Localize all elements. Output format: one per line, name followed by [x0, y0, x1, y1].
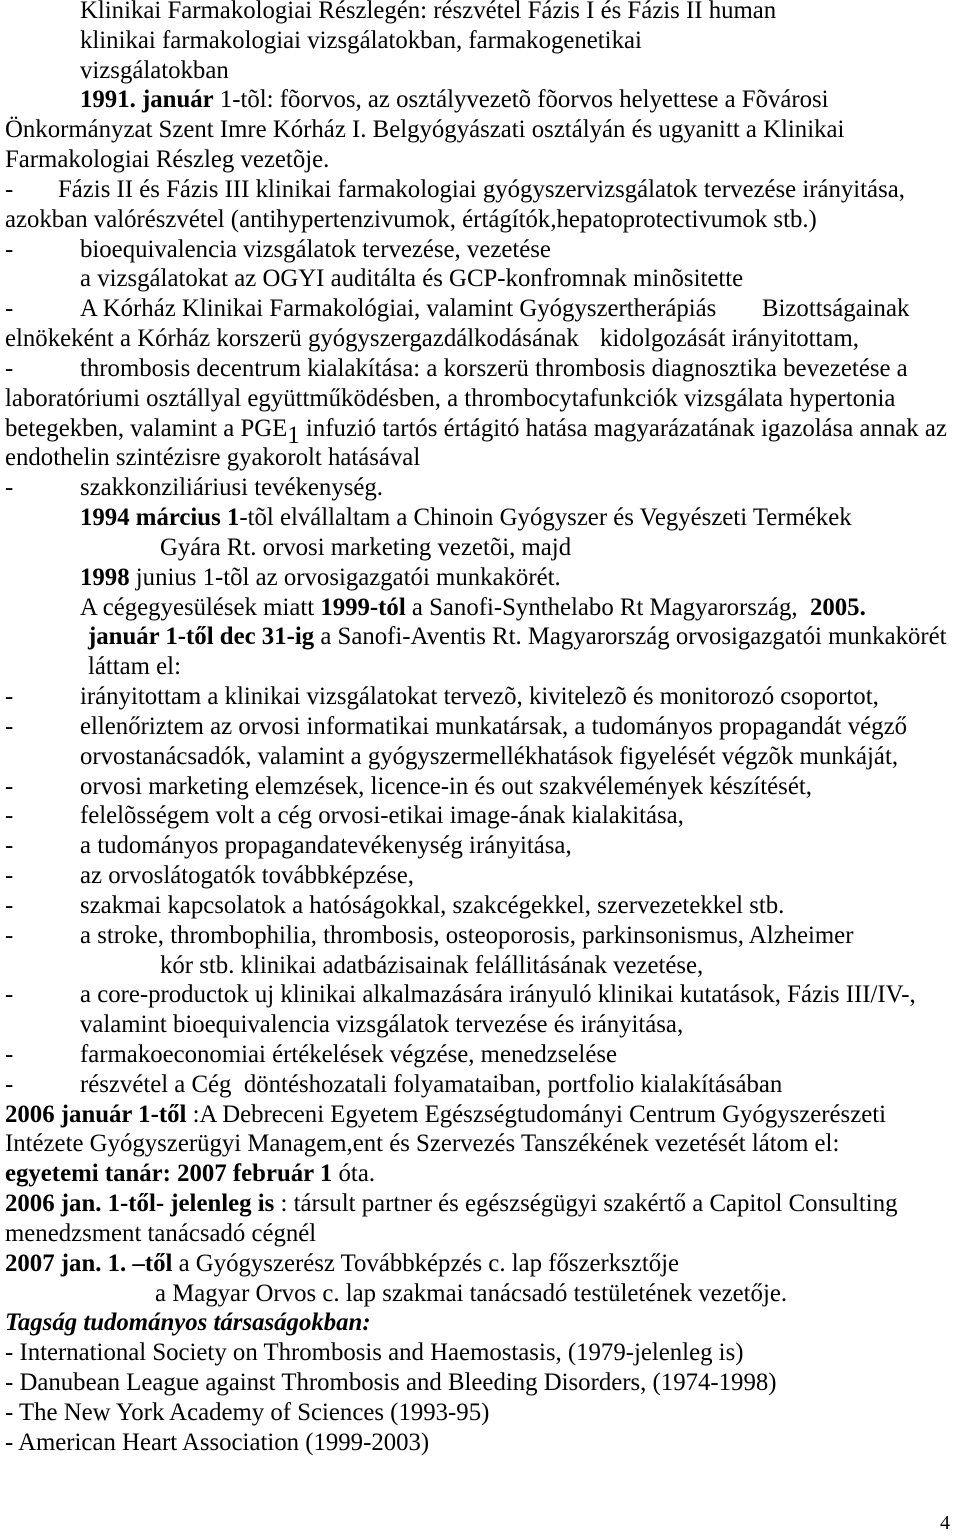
bullet-dash: - [5, 862, 14, 890]
list-item [0, 1338, 960, 1368]
line-text: betegekben, valamint a PGE [5, 414, 288, 442]
bullet-line [0, 980, 960, 1010]
bullet-dash: - [5, 235, 14, 263]
line-text: - The New York Academy of Sciences (1993-95) [5, 1398, 490, 1426]
section-heading [0, 1308, 960, 1338]
text-line [0, 1100, 960, 1130]
bullet-line [0, 1070, 960, 1100]
bullet-dash: - [5, 1040, 14, 1068]
line-text: felelõsségem volt a cég orvosi-etikai image-ának kialakitása, [80, 802, 684, 830]
text-line [0, 56, 960, 86]
line-text: orvosi marketing elemzések, licence-in és out szakvélemények készítését, [80, 772, 812, 800]
bullet-line [0, 861, 960, 891]
bullet-line [0, 712, 960, 742]
bullet-dash: - [5, 683, 14, 711]
bullet-line [0, 921, 960, 951]
text-line [0, 443, 960, 473]
line-text: a Magyar Orvos c. lap szakmai tanácsadó testületének vezetője. [155, 1279, 788, 1307]
line-text: :A Debreceni Egyetem Egészségtudományi Centrum Gyógyszerészeti [186, 1100, 886, 1128]
line-text: szakkonziliáriusi tevékenység. [80, 474, 383, 502]
text-line [0, 0, 960, 26]
line-text: Intézete Gyógyszerügyi Managem,ent és Szervezés Tanszékének vezetését látom el: [5, 1130, 840, 1158]
line-text: a tudományos propagandatevékenység irányitása, [80, 832, 572, 860]
bullet-line [0, 235, 960, 265]
line-text: -tõl elvállaltam a Chinoin Gyógyszer és Vegyészeti Termékek [239, 504, 852, 532]
bold-date: 2005. [809, 593, 866, 621]
line-text: junius 1-tõl az orvosigazgatói munkakörét. [129, 563, 561, 591]
line-text: részvétel a Cég döntéshozatali folyamataiban, portfolio kialakításában [80, 1070, 783, 1098]
line-text: valamint bioequivalencia vizsgálatok tervezése és irányitása, [80, 1011, 684, 1039]
text-line [0, 264, 960, 294]
line-text: ellenőriztem az orvosi informatikai munkatársak, a tudományos propagandát végző [80, 712, 907, 740]
bold-date: 2006 január 1-től [5, 1100, 187, 1128]
line-text: a Gyógyszerész Továbbképzés c. lap főszerksztője [172, 1249, 680, 1277]
line-text: orvostanácsadók, valamint a gyógyszermellékhatások figyelését végzõk munkáját, [80, 742, 899, 770]
line-text: - International Society on Thrombosis and Haemostasis, (1979-jelenleg is) [5, 1339, 744, 1367]
bullet-dash: - [5, 981, 14, 1009]
line-text: Farmakologiai Részleg vezetõje. [5, 146, 330, 174]
bullet-dash: - [5, 175, 14, 203]
line-text: a core-productok uj klinikai alkalmazására irányuló klinikai kutatások, Fázis III/IV-, [80, 981, 916, 1009]
subscript: 1 [287, 421, 300, 449]
bullet-dash: - [5, 295, 14, 323]
line-text: a Sanofi-Aventis Rt. Magyarország orvosigazgatói munkakörét [314, 623, 947, 651]
line-text: az orvoslátogatók továbbképzése, [80, 862, 414, 890]
text-line [0, 1189, 960, 1219]
text-line [0, 205, 960, 235]
line-text: Bizottságainak [762, 295, 910, 323]
line-text: 1-tõl: fõorvos, az osztályvezetõ fõorvos helyettese a Fõvárosi [213, 86, 829, 114]
text-line [0, 503, 960, 533]
text-line [0, 384, 960, 414]
text-line [0, 1219, 960, 1249]
bullet-line [0, 801, 960, 831]
text-line [0, 1129, 960, 1159]
line-text: szakmai kapcsolatok a hatóságokkal, szakcégekkel, szervezetekkel stb. [80, 891, 785, 919]
text-line [0, 1249, 960, 1279]
line-text: Klinikai Farmakologiai Részlegén: részvétel Fázis I és Fázis II human [80, 0, 777, 24]
list-item [0, 1428, 960, 1458]
line-text: menedzsment tanácsadó cégnél [5, 1219, 317, 1247]
bold-date: 1994 március 1 [80, 504, 240, 532]
text-line [0, 533, 960, 563]
bullet-line [0, 682, 960, 712]
line-text: bioequivalencia vizsgálatok tervezése, vezetése [80, 235, 551, 263]
line-text: a vizsgálatokat az OGYI auditálta és GCP-konfromnak minõsitette [80, 265, 744, 293]
bullet-dash: - [5, 832, 14, 860]
bullet-dash: - [5, 772, 14, 800]
line-text: elnökeként a Kórház korszerü gyógyszergazdálkodásának [5, 325, 579, 353]
line-text: laboratóriumi osztállyal együttműködésben, a thrombocytafunkciók vizsgálata hypertonia [5, 384, 896, 412]
line-text: Gyára Rt. orvosi marketing vezetõi, majd [160, 533, 572, 561]
line-text: azokban valórészvétel (antihypertenzivumok, értágítók,hepatoprotectivumok stb.) [5, 205, 817, 233]
bullet-line [0, 1040, 960, 1070]
line-text: a stroke, thrombophilia, thrombosis, osteoporosis, parkinsonismus, Alzheimer [80, 921, 854, 949]
line-text: endothelin szintézisre gyakorolt hatásával [5, 444, 421, 472]
bold-date: egyetemi tanár: 2007 február 1 [5, 1160, 333, 1188]
line-text: A Kórház Klinikai Farmakológiai, valamint Gyógyszertherápiás [80, 295, 717, 323]
text-line [0, 85, 960, 115]
text-line [0, 115, 960, 145]
text-line [0, 742, 960, 772]
bullet-line [0, 473, 960, 503]
bullet-dash: - [5, 921, 14, 949]
line-text: infuzió tartós értágitó hatása magyarázatának igazolása annak az [299, 414, 947, 442]
bullet-line [0, 772, 960, 802]
bullet-dash: - [5, 354, 14, 382]
text-line [0, 652, 960, 682]
bullet-dash: - [5, 1070, 14, 1098]
line-text: A cégegyesülések miatt [80, 593, 321, 621]
bold-date: 1999-tól [320, 593, 406, 621]
line-text: thrombosis decentrum kialakítása: a korszerü thrombosis diagnosztika bevezetése a [80, 354, 908, 382]
line-text: kór stb. klinikai adatbázisainak felállitásának vezetése, [160, 951, 704, 979]
text-line [0, 1159, 960, 1189]
bullet-dash: - [5, 802, 14, 830]
text-line [0, 951, 960, 981]
bullet-dash: - [5, 891, 14, 919]
text-line [0, 1010, 960, 1040]
line-text: - Danubean League against Thrombosis and Bleeding Disorders, (1974-1998) [5, 1369, 777, 1397]
bullet-line [0, 831, 960, 861]
line-text: vizsgálatokban [80, 56, 229, 84]
bullet-dash: - [5, 712, 14, 740]
text-line [0, 324, 960, 354]
line-text: klinikai farmakologiai vizsgálatokban, farmakogenetikai [80, 26, 642, 54]
bold-date: 1991. január [80, 86, 214, 114]
section-heading-text: Tagság tudományos társaságokban: [5, 1309, 371, 1337]
line-text: : társult partner és egészségügyi szakértő a Capitol Consulting [274, 1190, 898, 1218]
bold-date: 1998 [80, 563, 130, 591]
line-text: a Sanofi-Synthelabo Rt Magyarország, [405, 593, 810, 621]
line-text: Fázis II és Fázis III klinikai farmakologiai gyógyszervizsgálatok tervezése irányitása, [58, 175, 905, 203]
text-line [0, 145, 960, 175]
bullet-line [0, 175, 960, 205]
line-text: óta. [332, 1160, 376, 1188]
text-line [0, 622, 960, 652]
list-item [0, 1368, 960, 1398]
line-text: kidolgozását irányitottam, [600, 325, 859, 353]
text-line [0, 26, 960, 56]
text-line [0, 563, 960, 593]
line-text: láttam el: [88, 653, 181, 681]
line-text: farmakoeconomiai értékelések végzése, menedzselése [80, 1040, 617, 1068]
line-text: irányitottam a klinikai vizsgálatokat tervezõ, kivitelezõ és monitorozó csoportot, [80, 683, 879, 711]
bold-date: január 1-től dec 31-ig [88, 623, 315, 651]
text-line [0, 1279, 960, 1309]
line-text: - American Heart Association (1999-2003) [5, 1428, 430, 1456]
text-line [0, 414, 960, 449]
text-line [0, 593, 960, 623]
bullet-dash: - [5, 474, 14, 502]
bullet-line [0, 891, 960, 921]
bold-date: 2007 jan. 1. –től [5, 1249, 173, 1277]
list-item [0, 1398, 960, 1428]
bold-date: 2006 jan. 1-től- jelenleg is [5, 1190, 275, 1218]
page-number: 4 [940, 1512, 950, 1534]
bullet-line [0, 354, 960, 384]
line-text: Önkormányzat Szent Imre Kórház I. Belgyógyászati osztályán és ugyanitt a Klinikai [5, 116, 845, 144]
bullet-line [0, 294, 960, 324]
